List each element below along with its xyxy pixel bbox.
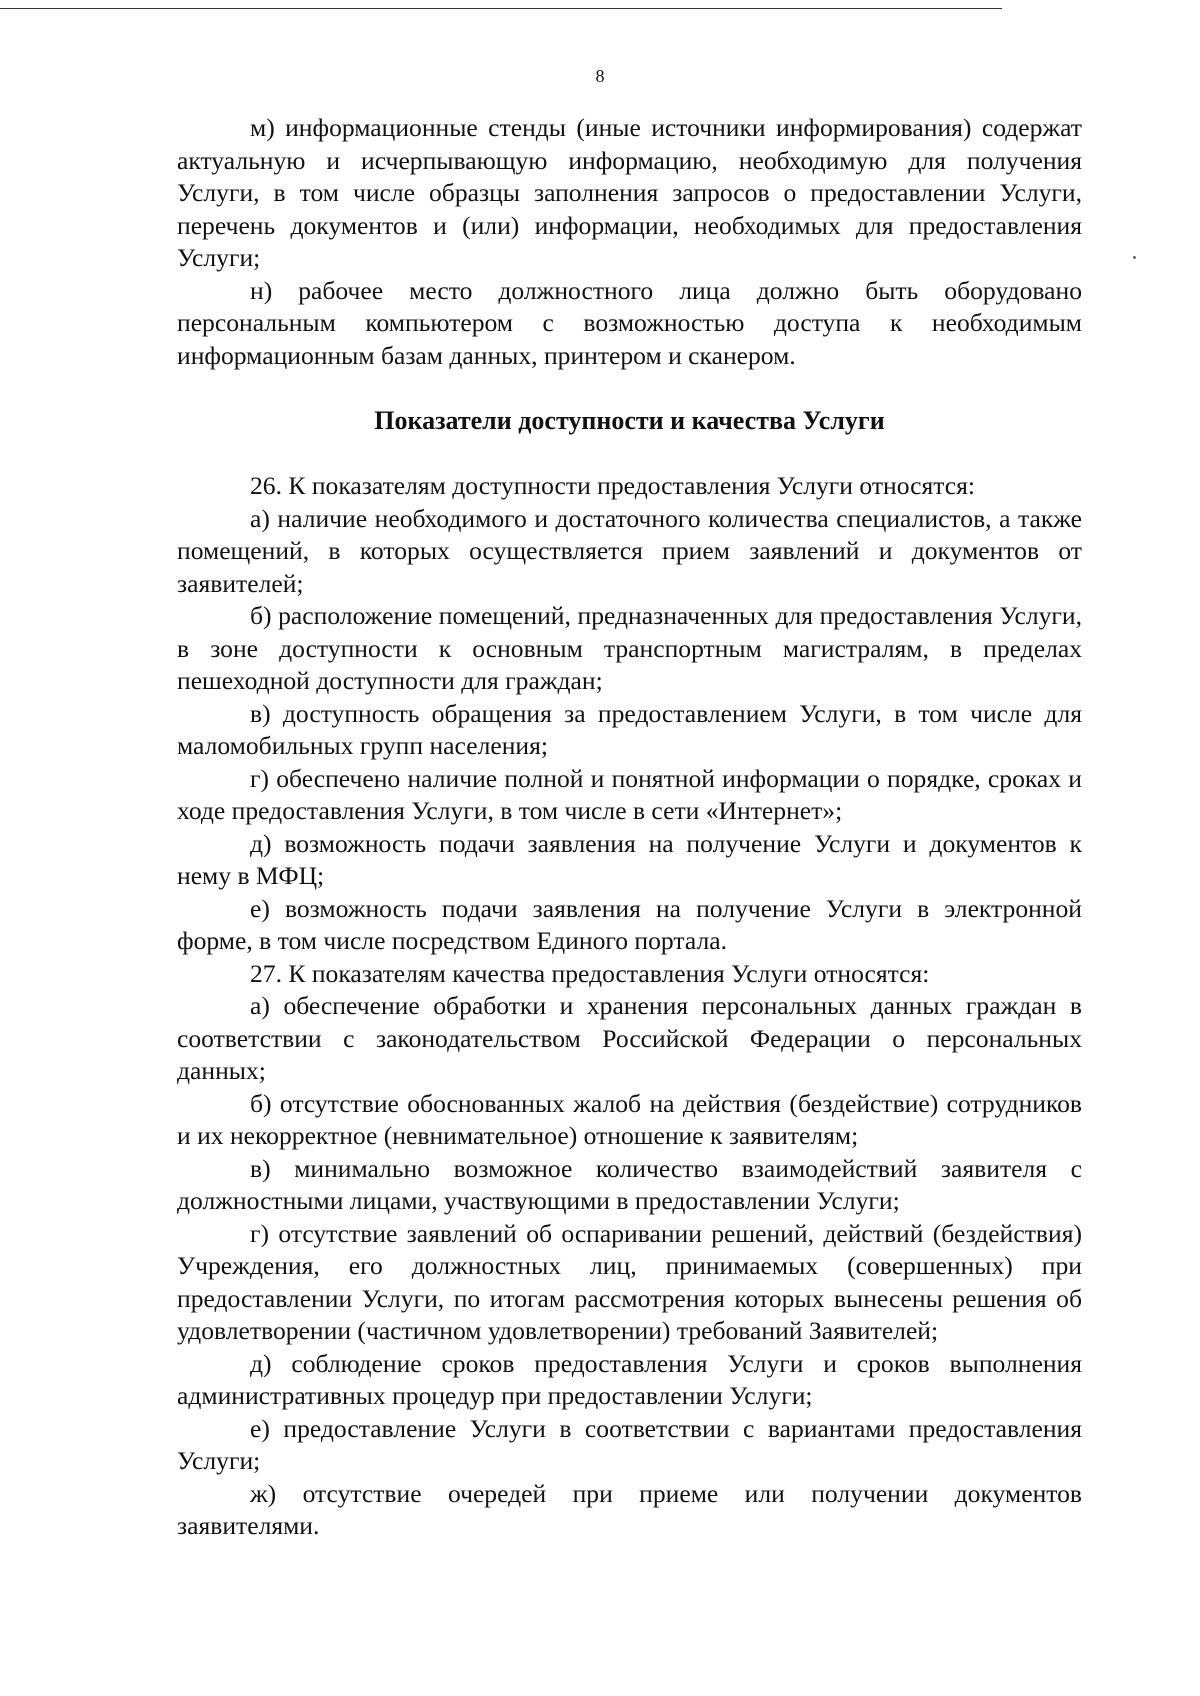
quality-item-e: е) предоставление Услуги в соответствии с вариантами предоставления Услуги;	[177, 1413, 1082, 1475]
accessibility-intro: 26. К показателям доступности предоставления Услуги относятся:	[250, 471, 976, 500]
accessibility-item-a: а) наличие необходимого и достаточного количества специалистов, а также помещений, в которых осуществляется прием заявлений и документов от заявителей;	[177, 503, 1082, 598]
section-heading: Показатели доступности и качества Услуги	[374, 406, 885, 435]
scan-speck	[1133, 256, 1136, 259]
quality-intro: 27. К показателям качества предоставления Услуги относятся:	[250, 958, 930, 988]
top-border-line	[0, 8, 1002, 9]
accessibility-item-b: б) расположение помещений, предназначенных для предоставления Услуги, в зоне доступности к основным транспортным магистралям, в пределах пешеходной доступности для граждан;	[177, 601, 1082, 695]
paragraph-n: н) рабочее место должностного лица должно быть оборудовано персональным компьютером с возможностью доступа к необходимым информационным базам данных, принтером и сканером.	[177, 275, 1082, 370]
page-number: 8	[595, 66, 605, 86]
quality-item-d: д) соблюдение сроков предоставления Услуги и сроков выполнения административных процедур при предоставлении Услуги;	[177, 1348, 1082, 1410]
accessibility-item-e: е) возможность подачи заявления на получение Услуги в электронной форме, в том числе посредством Единого портала.	[177, 893, 1082, 955]
accessibility-item-g: г) обеспечено наличие полной и понятной информации о порядке, сроках и ходе предоставления Услуги, в том числе в сети «Интернет»;	[177, 763, 1082, 825]
accessibility-item-d: д) возможность подачи заявления на получение Услуги и документов к нему в МФЦ;	[177, 828, 1082, 890]
quality-item-b: б) отсутствие обоснованных жалоб на действия (бездействие) сотрудников и их некорректное (невнимательное) отношение к заявителям;	[177, 1088, 1082, 1150]
quality-item-g: г) отсутствие заявлений об оспаривании решений, действий (бездействия) Учреждения, его должностных лиц, принимаемых (совершенных) при предоставлении Услуги, по итогам рассмотрения которых вынесены решения об удовлетворении (частичном удовлетворении) требований Заявителей;	[177, 1218, 1082, 1345]
quality-item-zh: ж) отсутствие очередей при приеме или получении документов заявителями.	[177, 1478, 1082, 1540]
document-body	[177, 112, 1082, 1543]
paragraph-m: м) информационные стенды (иные источники информирования) содержат актуальную и исчерпывающую информацию, необходимую для получения Услуги, в том числе образцы заполнения запросов о предоставлении Услуги, перечень документов и (или) информации, необходимых для предоставления Услуги;	[177, 113, 1082, 272]
quality-item-v: в) минимально возможное количество взаимодействий заявителя с должностными лицами, участвующими в предоставлении Услуги;	[177, 1153, 1082, 1215]
accessibility-item-v: в) доступность обращения за предоставлением Услуги, в том числе для маломобильных групп населения;	[177, 698, 1082, 760]
quality-item-a: а) обеспечение обработки и хранения персональных данных граждан в соответствии с законодательством Российской Федерации о персональных данных;	[177, 991, 1082, 1085]
